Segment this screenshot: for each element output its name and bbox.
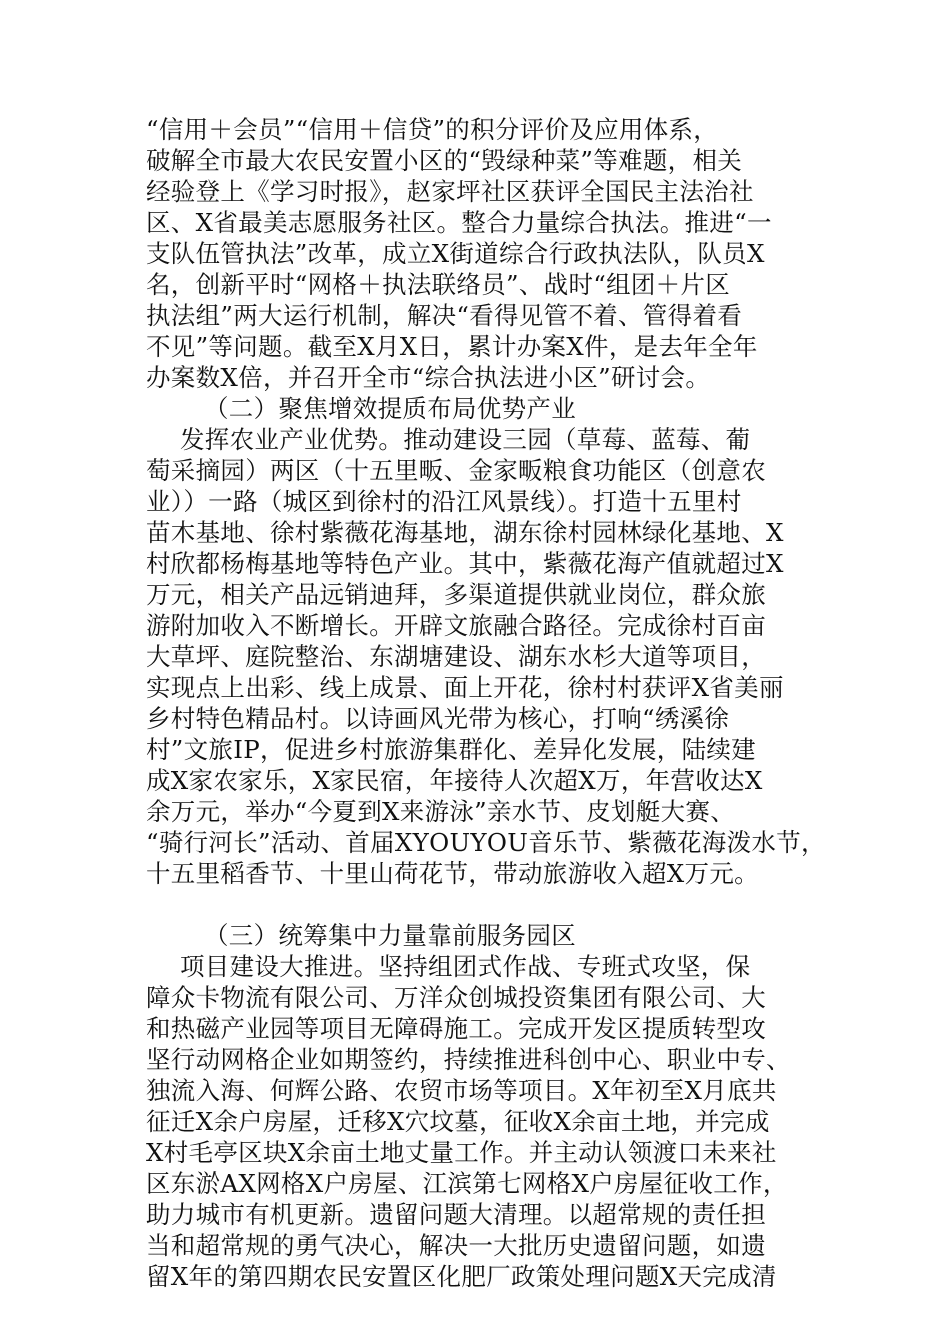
body-line: “信用＋会员”“信用＋信贷”的积分评价及应用体系，	[146, 115, 719, 144]
body-line: 办案数X倍，并召开全市“综合执法进小区”研讨会。	[146, 363, 711, 392]
body-line: 游附加收入不断增长。开辟文旅融合路径。完成徐村百亩	[146, 611, 766, 640]
body-line: 项目建设大推进。坚持组团式作战、专班式攻坚，保	[180, 952, 751, 981]
body-line: 助力城市有机更新。遗留问题大清理。以超常规的责任担	[146, 1200, 766, 1229]
body-line: 独流入海、何辉公路、农贸市场等项目。X年初至X月底共	[146, 1076, 777, 1105]
body-line: 大草坪、庭院整治、东湖塘建设、湖东水杉大道等项目，	[146, 642, 766, 671]
body-line: 留X年的第四期农民安置区化肥厂政策处理问题X天完成清	[146, 1262, 777, 1291]
body-line: 苗木基地、徐村紫薇花海基地，湖东徐村园林绿化基地、X	[146, 518, 784, 547]
body-line: 区、X省最美志愿服务社区。整合力量综合执法。推进“一	[146, 208, 772, 237]
body-line: 征迁X余户房屋，迁移X穴坟墓，征收X余亩土地，并完成	[146, 1107, 770, 1136]
body-line: 坚行动网格企业如期签约，持续推进科创中心、职业中专、	[146, 1045, 791, 1074]
body-line: 区东淤AX网格X户房屋、江滨第七网格X户房屋征收工作，	[146, 1169, 788, 1198]
body-line: 当和超常规的勇气决心，解决一大批历史遗留问题，如遗	[146, 1231, 766, 1260]
body-line: 成X家农家乐，X家民宿，年接待人次超X万，年营收达X	[146, 766, 763, 795]
body-line: 余万元，举办“今夏到X来游泳”亲水节、皮划艇大赛、	[146, 797, 735, 826]
body-line: 不见”等问题。截至X月X日，累计办案X件，是去年全年	[146, 332, 758, 361]
body-line: 支队伍管执法”改革，成立X街道综合行政执法队，队员X	[146, 239, 765, 268]
body-line: 和热磁产业园等项目无障碍施工。完成开发区提质转型攻	[146, 1014, 766, 1043]
body-line: “骑行河长”活动、首届XYOUYOU音乐节、紫薇花海泼水节，	[146, 828, 826, 857]
body-line: 执法组”两大运行机制，解决“看得见管不着、管得着看	[146, 301, 743, 330]
body-line: 破解全市最大农民安置小区的“毁绿种菜”等难题，相关	[146, 146, 743, 175]
body-line: 名，创新平时“网格＋执法联络员”、战时“组团＋片区	[146, 270, 731, 299]
body-line: 经验登上《学习时报》，赵家坪社区获评全国民主法治社	[146, 177, 754, 206]
body-line: 村欣都杨梅基地等特色产业。其中，紫薇花海产值就超过X	[146, 549, 784, 578]
body-line: 实现点上出彩、线上成景、面上开花，徐村村获评X省美丽	[146, 673, 784, 702]
body-line: 业））一路（城区到徐村的沿江风景线）。打造十五里村	[146, 487, 742, 516]
body-line: 乡村特色精品村。以诗画风光带为核心，打响“绣溪徐	[146, 704, 730, 733]
body-line: 障众卡物流有限公司、万洋众创城投资集团有限公司、大	[146, 983, 766, 1012]
body-line: X村毛亭区块X余亩土地丈量工作。并主动认领渡口未来社	[146, 1138, 777, 1167]
body-line: 万元，相关产品远销迪拜，多渠道提供就业岗位，群众旅	[146, 580, 766, 609]
body-line: 村”文旅IP，促进乡村旅游集群化、差异化发展，陆续建	[146, 735, 756, 764]
paragraph-gap	[146, 889, 826, 920]
body-line: 十五里稻香节、十里山荷花节，带动旅游收入超X万元。	[146, 859, 759, 888]
section-heading: （三）统筹集中力量靠前服务园区	[204, 921, 576, 950]
body-line: 发挥农业产业优势。推动建设三园（草莓、蓝莓、葡	[180, 425, 751, 454]
document-body	[146, 114, 826, 1292]
body-line: 萄采摘园）两区（十五里畈、金家畈粮食功能区（创意农	[146, 456, 766, 485]
section-heading: （二）聚焦增效提质布局优势产业	[204, 394, 576, 423]
